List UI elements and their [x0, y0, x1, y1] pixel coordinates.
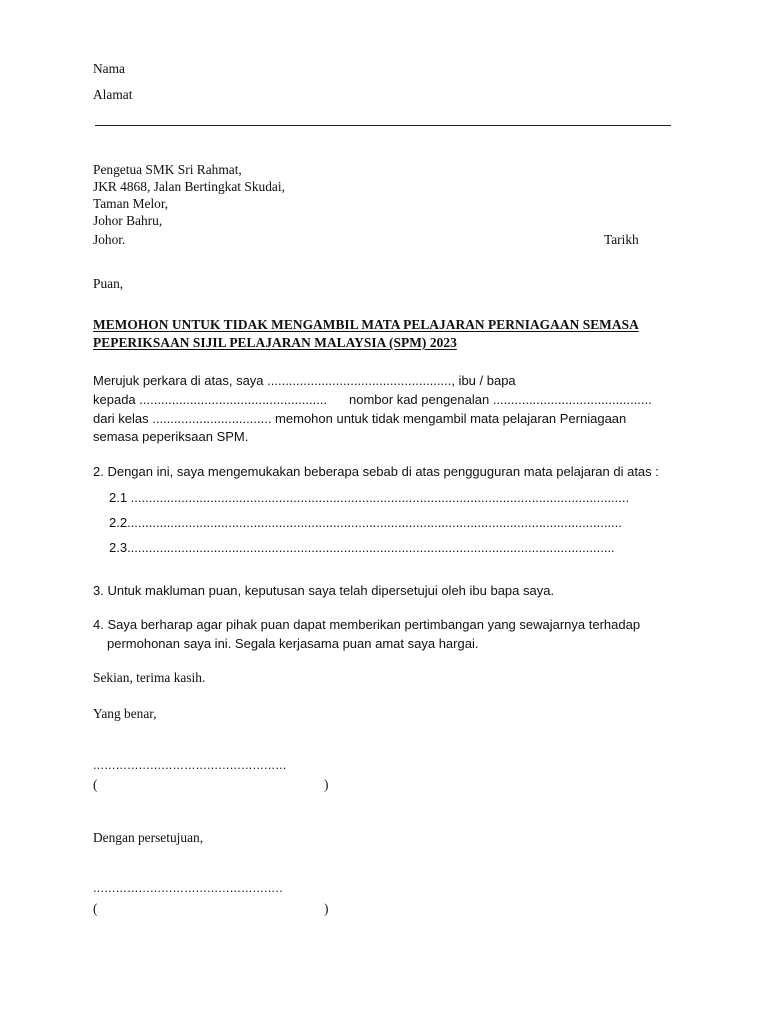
signature2-close-paren: ): [324, 901, 329, 916]
paragraph1-line-2b: nombor kad pengenalan ............................................: [349, 392, 652, 407]
address-divider: [95, 125, 671, 126]
signature1-dotted-line: ……………………………………………: [93, 759, 287, 772]
reason-2-2: 2.2.........................................................................................................................................: [109, 515, 622, 530]
paragraph1-line-2a: kepada ....................................................: [93, 392, 328, 407]
signature1-open-paren: (: [93, 777, 98, 792]
reason-2-3: 2.3.......................................................................................................................................: [109, 540, 615, 555]
salutation: Puan,: [93, 276, 124, 291]
paragraph4-line-1: 4. Saya berharap agar pihak puan dapat memberikan pertimbangan yang sewajarnya terhadap: [93, 617, 641, 632]
subject-line-2: PEPERIKSAAN SIJIL PELAJARAN MALAYSIA (SPM) 2023: [93, 335, 457, 350]
paragraph4-line-2: permohonan saya ini. Segala kerjasama puan amat saya hargai.: [107, 636, 479, 651]
closing: Sekian, terima kasih.: [93, 670, 206, 685]
sender-address-label: Alamat: [93, 87, 133, 102]
signature1-close-paren: ): [324, 777, 329, 792]
recipient-line-4: Johor Bahru,: [93, 213, 163, 228]
paragraph3: 3. Untuk makluman puan, keputusan saya telah dipersetujui oleh ibu bapa saya.: [93, 583, 555, 598]
recipient-line-1: Pengetua SMK Sri Rahmat,: [93, 162, 242, 177]
signature2-dotted-line: …………………………………………..: [93, 882, 284, 895]
signature2-open-paren: (: [93, 901, 98, 916]
recipient-line-3: Taman Melor,: [93, 196, 169, 211]
consent-label: Dengan persetujuan,: [93, 830, 204, 845]
paragraph1-line-1: Merujuk perkara di atas, saya ..................................................., ibu / bapa: [93, 373, 516, 388]
paragraph1-line-3: dari kelas ................................. memohon untuk tidak mengambil mata pelajaran Perniagaan: [93, 411, 627, 426]
sender-name-label: Nama: [93, 61, 125, 76]
paragraph1-line-4: semasa peperiksaan SPM.: [93, 429, 249, 444]
subject-line-1: MEMOHON UNTUK TIDAK MENGAMBIL MATA PELAJARAN PERNIAGAAN SEMASA: [93, 317, 639, 332]
recipient-line-2: JKR 4868, Jalan Bertingkat Skudai,: [93, 179, 285, 194]
paragraph2-intro: 2. Dengan ini, saya mengemukakan beberapa sebab di atas pengguguran mata pelajaran di atas :: [93, 464, 659, 479]
reason-2-1: 2.1 ..........................................................................................................................................: [109, 490, 630, 505]
date-label: Tarikh: [604, 232, 639, 247]
sign-off: Yang benar,: [93, 706, 157, 721]
recipient-line-5: Johor.: [93, 232, 126, 247]
